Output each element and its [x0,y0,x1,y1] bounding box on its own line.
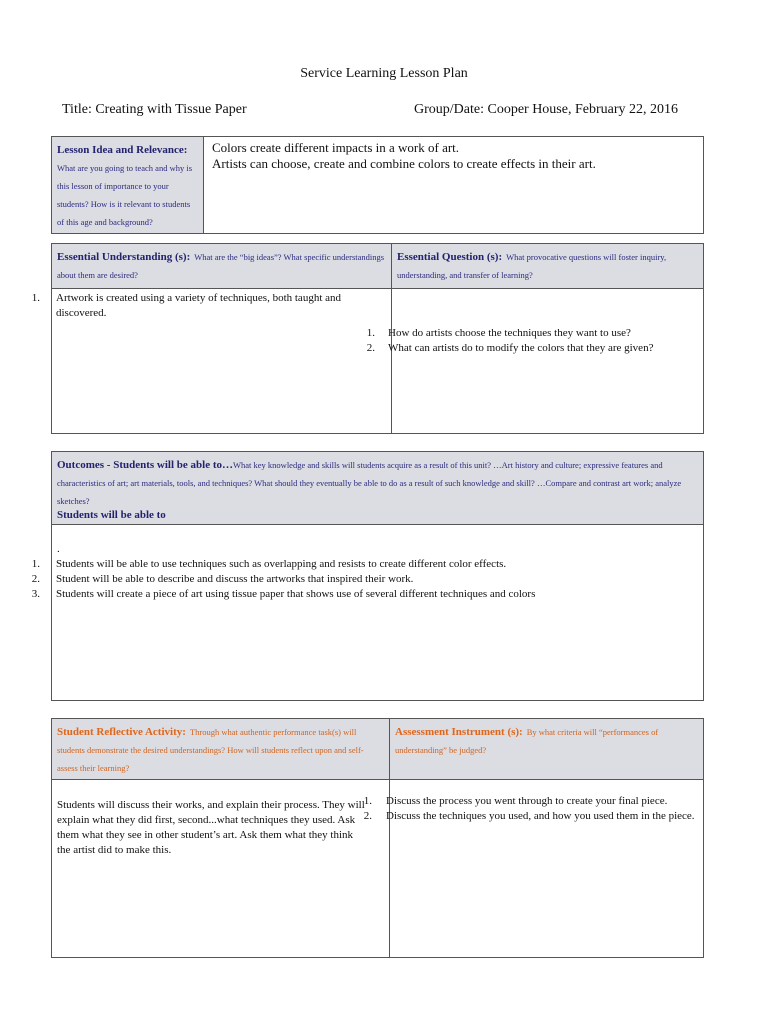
question-prompt: What provocative questions will foster inquiry, understanding, and transfer of learning? [397,252,667,280]
list-number: 3. [31,588,40,600]
assessment-header-cell [390,719,704,780]
reflective-header-cell [52,719,390,780]
outcomes-list [20,557,710,602]
outcomes-prompt: What key knowledge and skills will students acquire as a result of this unit? …Art history and culture; expressive features and characteristics of art; art materials, tools, and techniques? What should they eventually be able to do as a result of such knowledge and skill? …Compare and contrast art work; analyze sketches? [57,460,682,506]
understanding-list [20,291,360,321]
list-item [352,809,697,824]
assessment-prompt: By what criteria will “performances of understanding” be judged? [395,727,659,755]
assessment-heading: Assessment Instrument (s): [395,726,523,738]
outcomes-content-cell [52,525,704,701]
list-item [355,341,695,356]
reflective-assessment-table [51,718,704,958]
list-number: 1. [366,327,375,339]
list-item [352,794,697,809]
outcomes-heading: Outcomes - Students will be able to… [57,459,233,471]
list-number: 2. [31,573,40,585]
lesson-idea-heading: Lesson Idea and Relevance: [57,144,188,156]
outcomes-header-cell [52,452,704,525]
list-item [20,291,360,321]
understanding-prompt: What are the “big ideas”? What specific understandings about them are desired? [57,252,385,280]
list-text: What can artists do to modify the colors that they are given? [388,342,654,354]
list-number: 1. [31,558,40,570]
question-heading: Essential Question (s): [397,251,503,263]
question-list [355,326,695,356]
outcomes-dot: . [57,543,60,555]
list-text: Artwork is created using a variety of techniques, both taught and discovered. [56,292,342,319]
lesson-idea-content-cell [204,137,704,234]
list-text: How do artists choose the techniques they want to use? [388,327,631,339]
understanding-header-cell [52,244,392,289]
list-item [20,557,710,572]
lesson-title: Title: Creating with Tissue Paper [62,102,247,117]
list-text: Discuss the techniques you used, and how you used them in the piece. [386,810,695,822]
question-header-cell [392,244,704,289]
reflective-content-cell [52,780,390,958]
understanding-heading: Essential Understanding (s): [57,251,191,263]
list-text: Discuss the process you went through to create your final piece. [386,795,668,807]
lesson-idea-line-2: Artists can choose, create and combine colors to create effects in their art. [212,156,596,171]
lesson-idea-header-cell [52,137,204,234]
list-number: 1. [363,795,372,807]
lesson-idea-table [51,136,704,234]
list-text: Student will be able to describe and discuss the artworks that inspired their work. [56,573,414,585]
assessment-list [352,794,697,824]
group-date: Group/Date: Cooper House, February 22, 2016 [414,102,679,117]
list-number: 2. [363,810,372,822]
reflective-prompt: Through what authentic performance task(s) will students demonstrate the desired understandings? How will students reflect upon and self-assess their learning? [57,727,364,773]
list-number: 1. [31,292,40,304]
document-title: Service Learning Lesson Plan [300,66,468,81]
list-text: Students will create a piece of art using tissue paper that shows use of several different techniques and colors [56,588,536,600]
list-item [355,326,695,341]
list-item [20,587,710,602]
outcomes-subheading: Students will be able to [57,509,166,521]
lesson-idea-line-1: Colors create different impacts in a work of art. [212,140,460,155]
question-content-cell [392,289,704,434]
lesson-idea-prompt: What are you going to teach and why is this lesson of importance to your students? How is it relevant to students of this age and background? [57,163,193,227]
reflective-heading: Student Reflective Activity: [57,726,186,738]
list-number: 2. [366,342,375,354]
list-item [20,572,710,587]
list-text: Students will be able to use techniques such as overlapping and resists to create different color effects. [56,558,507,570]
reflective-content: Students will discuss their works, and explain their process. They will explain what they did first, second...what techniques they used. Ask them what they see in other student’s art. Ask them what they think the artist did to make this. [57,799,365,856]
